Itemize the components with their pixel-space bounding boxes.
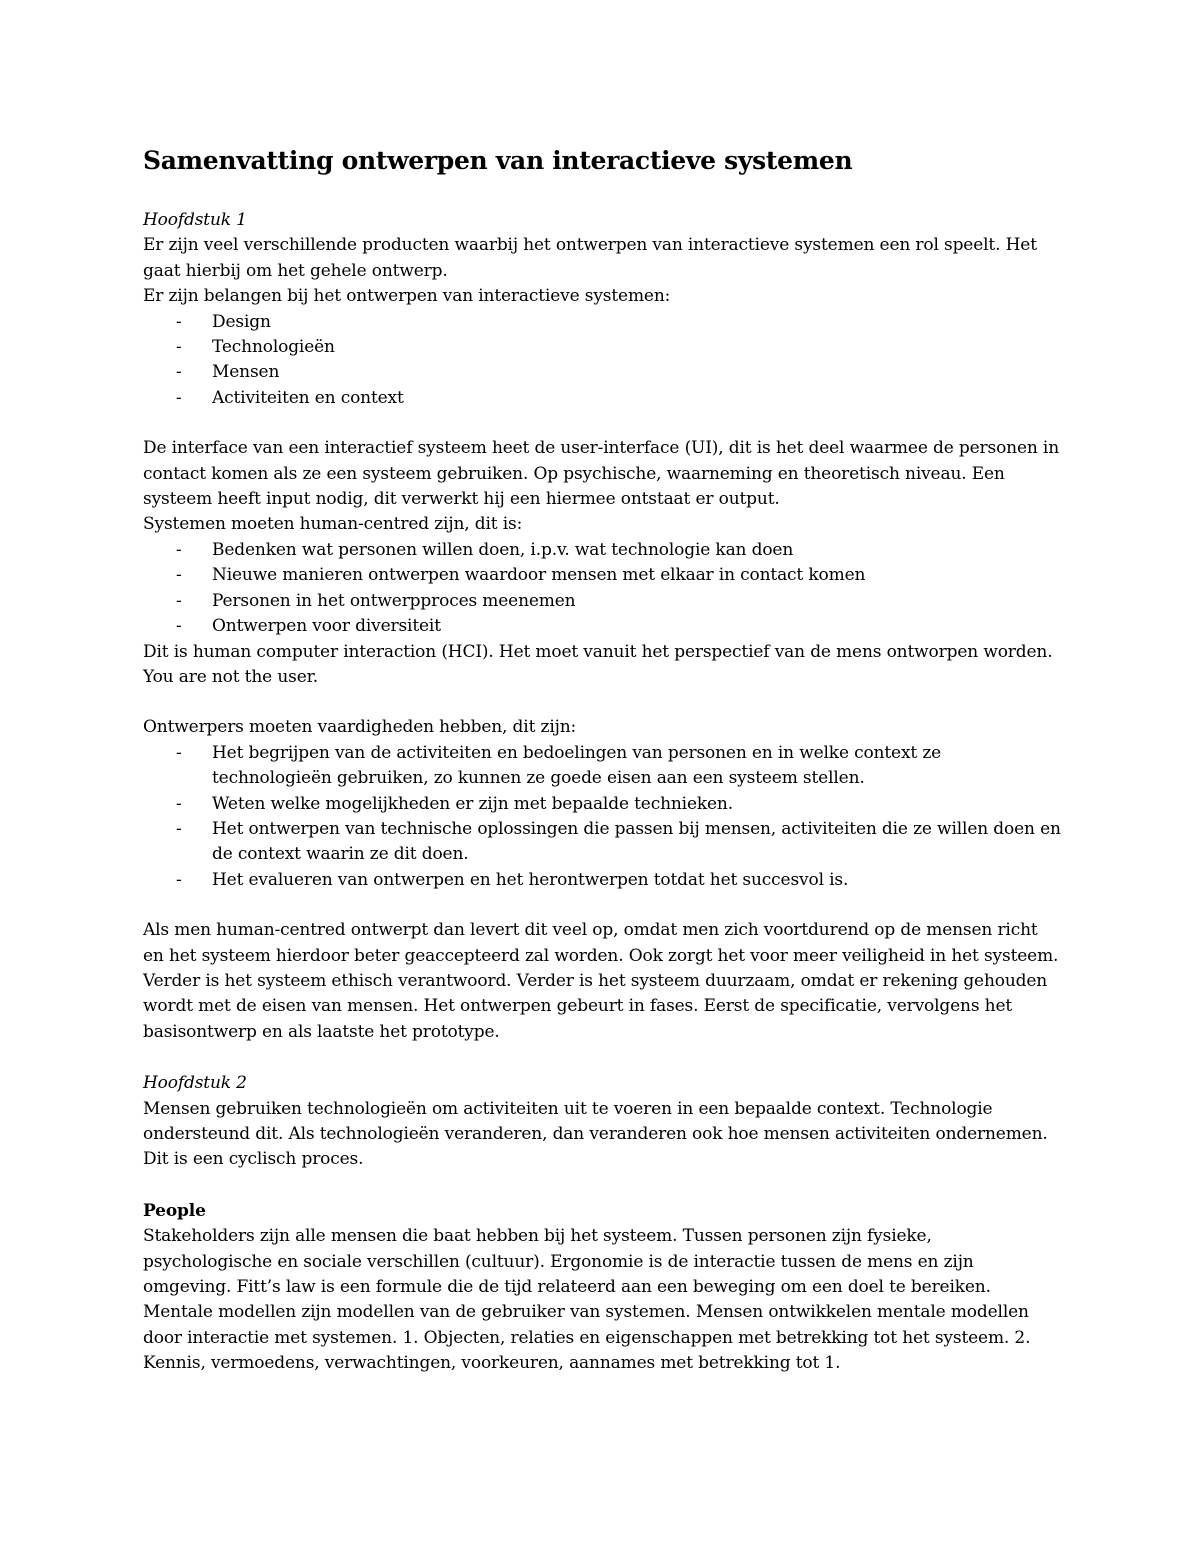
document-body [143, 140, 1063, 1377]
paragraph: De interface van een interactief systeem heet de user-interface (UI), dit is het deel waarmee de personen in contact komen als ze een systeem gebruiken. Op psychische, waarneming en theoretisch niveau. Een systeem heeft input nodig, dit verwerkt hij een hiermee ontstaat er output. [143, 438, 1060, 510]
document-title: Samenvatting ontwerpen van interactieve systemen [143, 146, 853, 175]
list-item: - Het ontwerpen van technische oplossingen die passen bij mensen, activiteiten die ze willen doen en de context waarin ze dit doen. [143, 817, 1063, 868]
paragraph: Mensen gebruiken technologieën om activiteiten uit te voeren in een bepaalde context. Technologie ondersteund dit. Als technologieën veranderen, dan veranderen ook hoe mensen activiteiten ondernemen. Dit is een cyclisch proces. [143, 1098, 1048, 1170]
spacer [143, 893, 1063, 918]
list-item: - Activiteiten en context [143, 386, 1063, 411]
paragraph: Systemen moeten human-centred zijn, dit is: [143, 514, 523, 535]
list-item: - Technologieën [143, 335, 1063, 360]
spacer [143, 690, 1063, 715]
spacer [143, 411, 1063, 436]
list-item: - Personen in het ontwerpproces meenemen [143, 589, 1063, 614]
list-item: - Weten welke mogelijkheden er zijn met bepaalde technieken. [143, 792, 1063, 817]
list-item: - Ontwerpen voor diversiteit [143, 614, 1063, 639]
paragraph: Er zijn veel verschillende producten waarbij het ontwerpen van interactieve systemen een rol speelt. Het gaat hierbij om het gehele ontwerp. [143, 235, 1037, 281]
list-item: - Het evalueren van ontwerpen en het herontwerpen totdat het succesvol is. [143, 868, 1063, 893]
paragraph: Ontwerpers moeten vaardigheden hebben, dit zijn: [143, 717, 577, 738]
section-heading: People [143, 1200, 206, 1221]
section-heading: Hoofdstuk 2 [143, 1073, 247, 1094]
paragraph: Stakeholders zijn alle mensen die baat hebben bij het systeem. Tussen personen zijn fysieke, psychologische en sociale verschillen (cultuur). Ergonomie is de interactie tussen de mens en zijn omgeving. Fitt’s law is een formule die de tijd relateerd aan een beweging om een doel te bereiken. Mentale modellen zijn modellen van de gebruiker van systemen. Mensen ontwikkelen mentale modellen door interactie met systemen. 1. Objecten, relaties en eigenschappen met betrekking tot het systeem. 2. Kennis, vermoedens, verwachtingen, voorkeuren, aannames met betrekking tot 1. [143, 1226, 1031, 1374]
list-item: - Nieuwe manieren ontwerpen waardoor mensen met elkaar in contact komen [143, 563, 1063, 588]
section-hoofdstuk-2 [143, 1071, 1063, 1173]
list-item: - Het begrijpen van de activiteiten en bedoelingen van personen en in welke context ze technologieën gebruiken, zo kunnen ze goede eisen aan een systeem stellen. [143, 741, 1063, 792]
paragraph: Als men human-centred ontwerpt dan levert dit veel op, omdat men zich voortdurend op de mensen richt en het systeem hierdoor beter geaccepteerd zal worden. Ook zorgt het voor meer veiligheid in het systeem. Verder is het systeem ethisch verantwoord. Verder is het systeem duurzaam, omdat er rekening gehouden wordt met de eisen van mensen. Het ontwerpen gebeurt in fases. Eerst de specificatie, vervolgens het basisontwerp en als laatste het prototype. [143, 920, 1059, 1042]
bullet-list [143, 741, 1063, 893]
section-people [143, 1199, 1063, 1377]
list-item: - Mensen [143, 360, 1063, 385]
list-item: - Bedenken wat personen willen doen, i.p.v. wat technologie kan doen [143, 538, 1063, 563]
bullet-list [143, 310, 1063, 412]
section-hoofdstuk-1 [143, 208, 1063, 1045]
bullet-list [143, 538, 1063, 640]
list-item: - Design [143, 310, 1063, 335]
paragraph: Er zijn belangen bij het ontwerpen van interactieve systemen: [143, 286, 671, 307]
section-heading: Hoofdstuk 1 [143, 210, 247, 230]
paragraph: Dit is human computer interaction (HCI). Het moet vanuit het perspectief van de mens ontworpen worden. You are not the user. [143, 641, 1053, 687]
